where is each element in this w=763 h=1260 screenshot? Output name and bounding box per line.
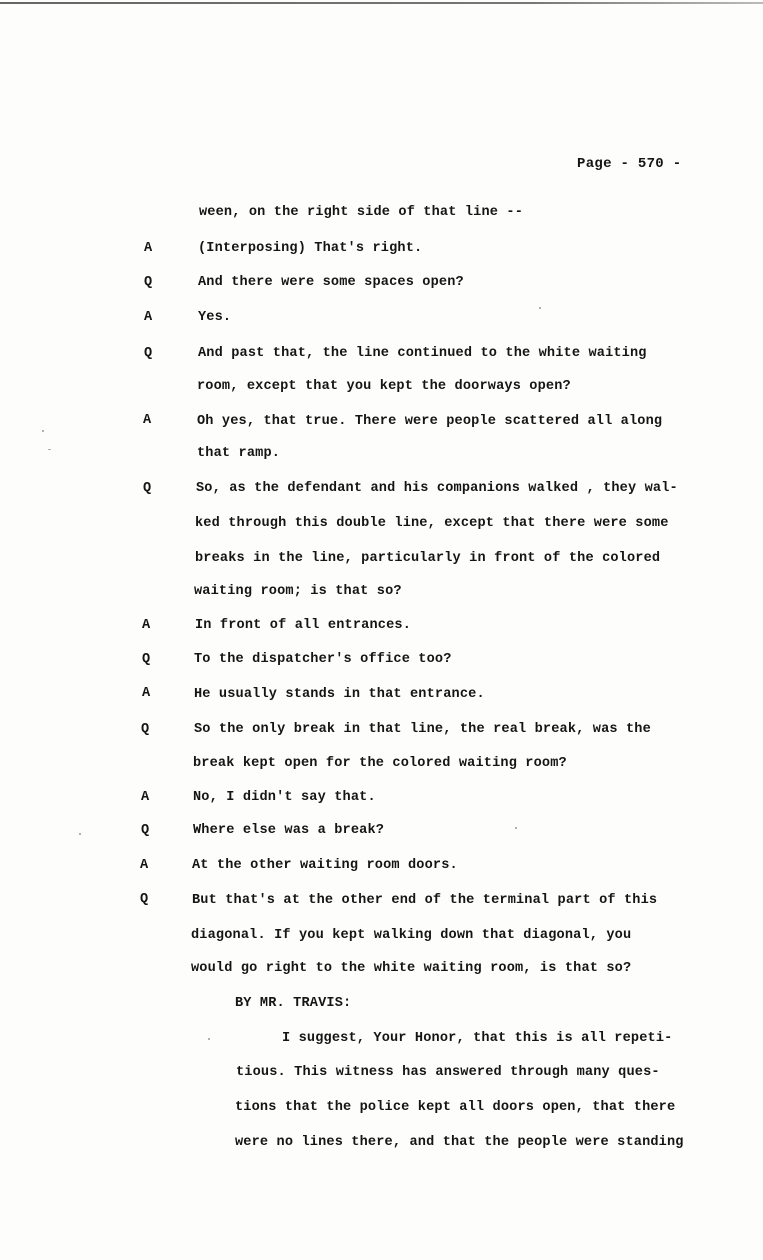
transcript-line: Yes.: [198, 310, 232, 325]
answer-marker: A: [142, 618, 151, 633]
question-marker: Q: [141, 722, 150, 737]
scan-speck: [539, 307, 541, 309]
question-marker: Q: [141, 823, 150, 838]
statement-line: tions that the police kept all doors open, that there: [235, 1100, 676, 1115]
page-number: Page - 570 -: [577, 156, 682, 172]
statement-line: I suggest, Your Honor, that this is all repeti-: [282, 1031, 673, 1046]
statement-line: tious. This witness has answered through many ques-: [236, 1065, 660, 1080]
transcript-line: To the dispatcher's office too?: [194, 652, 452, 667]
transcript-line: And there were some spaces open?: [198, 275, 464, 290]
transcript-line: would go right to the white waiting room, is that so?: [191, 961, 632, 976]
statement-line: were no lines there, and that the people were standing: [235, 1135, 684, 1150]
transcript-line: waiting room; is that so?: [194, 584, 402, 599]
question-marker: Q: [140, 892, 149, 907]
transcript-line: Where else was a break?: [193, 823, 385, 838]
transcript-line: that ramp.: [197, 446, 281, 461]
transcript-line: But that's at the other end of the terminal part of this: [192, 893, 658, 908]
speaker-heading: BY MR. TRAVIS:: [235, 996, 352, 1011]
transcript-line: No, I didn't say that.: [193, 790, 376, 805]
transcript-line: He usually stands in that entrance.: [194, 687, 485, 702]
transcript-line: So the only break in that line, the real break, was the: [194, 722, 651, 737]
transcript-line: breaks in the line, particularly in front of the colored: [195, 551, 661, 566]
answer-marker: A: [144, 310, 153, 325]
transcript-line: Oh yes, that true. There were people scattered all along: [197, 414, 663, 429]
transcript-line: ked through this double line, except that there were some: [195, 516, 669, 531]
scan-speck: [42, 430, 44, 432]
transcript-line: ween, on the right side of that line --: [199, 205, 523, 220]
top-edge-rule: [0, 2, 763, 4]
question-marker: Q: [142, 652, 151, 667]
answer-marker: A: [140, 858, 149, 873]
transcript-line: So, as the defendant and his companions walked , they wal-: [196, 481, 678, 496]
answer-marker: A: [142, 686, 151, 701]
transcript-line: In front of all entrances.: [195, 618, 411, 633]
transcript-line: (Interposing) That's right.: [198, 241, 423, 256]
transcript-line: room, except that you kept the doorways open?: [197, 379, 571, 394]
answer-marker: A: [141, 790, 150, 805]
transcript-line: And past that, the line continued to the white waiting: [198, 346, 647, 361]
answer-marker: A: [144, 241, 153, 256]
transcript-line: diagonal. If you kept walking down that diagonal, you: [191, 928, 632, 943]
question-marker: Q: [144, 275, 153, 290]
scan-speck: [515, 827, 517, 829]
scan-speck: [48, 449, 51, 450]
question-marker: Q: [144, 346, 153, 361]
scan-speck: [208, 1038, 210, 1040]
scan-speck: [79, 833, 81, 835]
transcript-line: break kept open for the colored waiting room?: [193, 756, 567, 771]
question-marker: Q: [143, 481, 152, 496]
transcript-line: At the other waiting room doors.: [192, 858, 458, 873]
answer-marker: A: [143, 413, 152, 428]
